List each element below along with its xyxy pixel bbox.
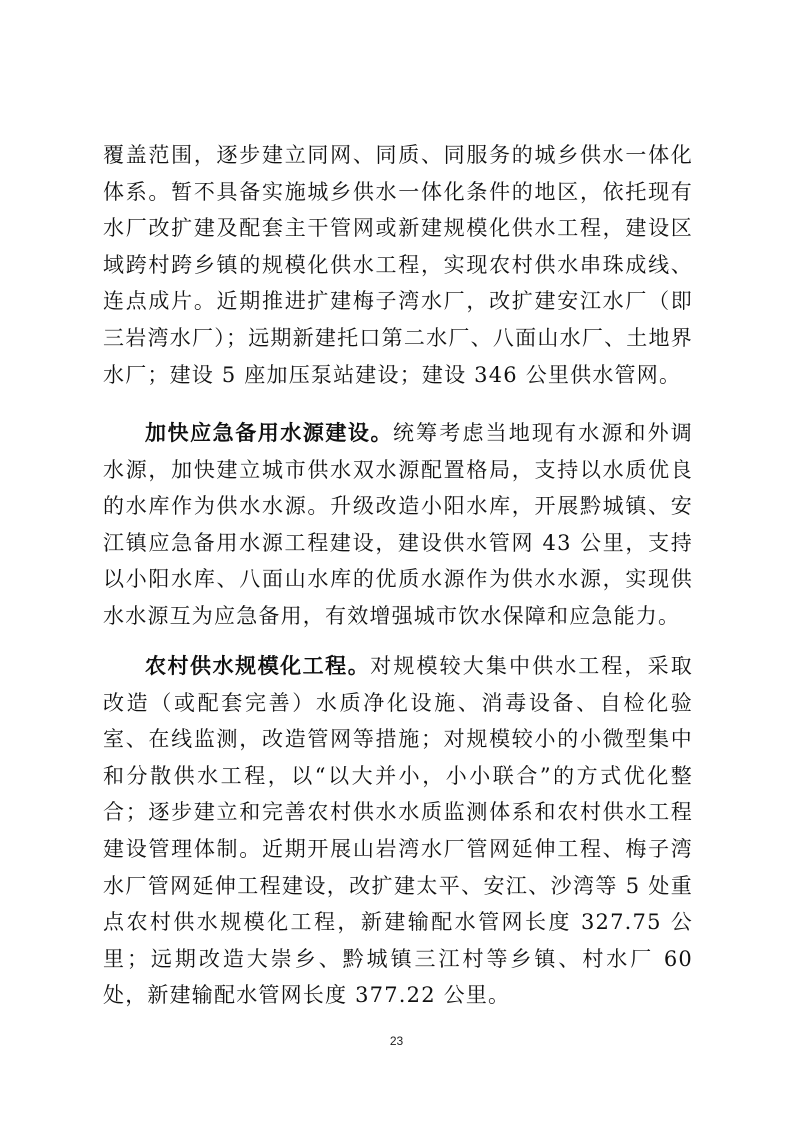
page-number: 23 (389, 1034, 404, 1048)
paragraph-rural-water-supply (103, 648, 693, 1014)
paragraph-body: 覆盖范围，逐步建立同网、同质、同服务的城乡供水一体化体系。暂不具备实施城乡供水一体化条件的地区，依托现有水厂改扩建及配套主干管网或新建规模化供水工程，建设区域跨村跨乡镇的规模化供水工程，实现农村供水串珠成线、连点成片。近期推进扩建梅子湾水厂，改扩建安江水厂（即三岩湾水厂）；远期新建托口第二水厂、八面山水厂、土地界水厂；建设 5 座加压泵站建设；建设 346 公里供水管网。 (103, 143, 693, 387)
paragraph-heading: 农村供水规模化工程。 (145, 654, 371, 678)
paragraph-body: 统筹考虑当地现有水源和外调水源，加快建立城市供水双水源配置格局，支持以水质优良的水库作为供水水源。升级改造小阳水库，开展黔城镇、安江镇应急备用水源工程建设，建设供水管网 43 公里，支持以小阳水库、八面山水库的优质水源作为供水水源，实现供水水源互为应急备用，有效增强城市饮水保障和应急能力。 (103, 421, 693, 628)
paragraph-heading: 加快应急备用水源建设。 (145, 421, 394, 445)
paragraph-water-integration (103, 137, 693, 393)
paragraph-emergency-water-source (103, 415, 693, 635)
paragraph-body: 对规模较大集中供水工程，采取改造（或配套完善）水质净化设施、消毒设备、自检化验室、在线监测，改造管网等措施；对规模较小的小微型集中和分散供水工程，以“以大并小，小小联合”的方式优化整合；逐步建立和完善农村供水水质监测体系和农村供水工程建设管理体制。近期开展山岩湾水厂管网延伸工程、梅子湾水厂管网延伸工程建设，改扩建太平、安江、沙湾等 5 处重点农村供水规模化工程，新建输配水管网长度 327.75 公里；远期改造大崇乡、黔城镇三江村等乡镇、村水厂 60 处，新建输配水管网长度 377.22 公里。 (103, 654, 693, 1008)
